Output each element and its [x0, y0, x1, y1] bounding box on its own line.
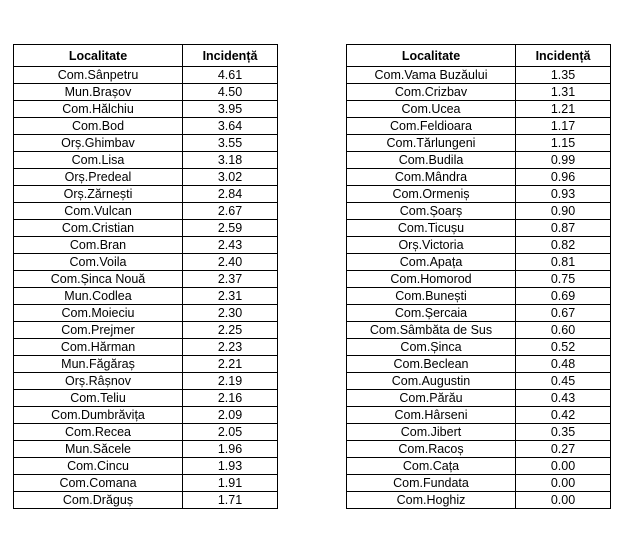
table-body-left: [14, 67, 278, 509]
table-row: [14, 458, 278, 475]
incidence-cell: 1.15: [516, 135, 611, 152]
table-row: [347, 169, 611, 186]
incidence-cell: 2.31: [183, 288, 278, 305]
locality-cell: Com.Feldioara: [347, 118, 516, 135]
locality-cell: Com.Mândra: [347, 169, 516, 186]
header-incidenta: Incidență: [516, 45, 611, 67]
locality-cell: Com.Moieciu: [14, 305, 183, 322]
table-row: [347, 237, 611, 254]
table-row: [14, 135, 278, 152]
locality-cell: Com.Fundata: [347, 475, 516, 492]
incidence-cell: 1.31: [516, 84, 611, 101]
table-row: [14, 203, 278, 220]
incidence-cell: 2.40: [183, 254, 278, 271]
incidence-cell: 0.69: [516, 288, 611, 305]
table-row: [14, 322, 278, 339]
locality-cell: Com.Șoarș: [347, 203, 516, 220]
table-row: [14, 492, 278, 509]
incidence-cell: 0.99: [516, 152, 611, 169]
incidence-cell: 2.67: [183, 203, 278, 220]
incidence-cell: 0.00: [516, 458, 611, 475]
table-row: [347, 322, 611, 339]
locality-cell: Com.Hoghiz: [347, 492, 516, 509]
table-row: [14, 237, 278, 254]
locality-cell: Com.Hărman: [14, 339, 183, 356]
table-row: [347, 101, 611, 118]
table-row: [14, 220, 278, 237]
table-row: [14, 288, 278, 305]
table-row: [347, 475, 611, 492]
incidence-table-right: [346, 44, 611, 509]
incidence-cell: 0.90: [516, 203, 611, 220]
locality-cell: Orș.Zărnești: [14, 186, 183, 203]
incidence-cell: 0.45: [516, 373, 611, 390]
locality-cell: Com.Dumbrăvița: [14, 407, 183, 424]
table-row: [347, 339, 611, 356]
locality-cell: Orș.Predeal: [14, 169, 183, 186]
incidence-cell: 2.23: [183, 339, 278, 356]
locality-cell: Mun.Codlea: [14, 288, 183, 305]
incidence-cell: 0.60: [516, 322, 611, 339]
incidence-cell: 0.35: [516, 424, 611, 441]
table-row: [347, 390, 611, 407]
table-row: [14, 475, 278, 492]
locality-cell: Orș.Ghimbav: [14, 135, 183, 152]
incidence-cell: 0.52: [516, 339, 611, 356]
locality-cell: Com.Lisa: [14, 152, 183, 169]
table-row: [14, 67, 278, 84]
locality-cell: Orș.Râșnov: [14, 373, 183, 390]
table-row: [347, 441, 611, 458]
locality-cell: Com.Cincu: [14, 458, 183, 475]
incidence-cell: 2.59: [183, 220, 278, 237]
header-localitate: Localitate: [347, 45, 516, 67]
locality-cell: Com.Cața: [347, 458, 516, 475]
table-row: [14, 271, 278, 288]
incidence-cell: 1.91: [183, 475, 278, 492]
table-row: [14, 101, 278, 118]
locality-cell: Com.Cristian: [14, 220, 183, 237]
incidence-cell: 2.16: [183, 390, 278, 407]
table-row: [14, 152, 278, 169]
incidence-table-left: [13, 44, 278, 509]
incidence-cell: 0.87: [516, 220, 611, 237]
locality-cell: Com.Bran: [14, 237, 183, 254]
table-row: [14, 169, 278, 186]
locality-cell: Com.Budila: [347, 152, 516, 169]
table-body-right: [347, 67, 611, 509]
incidence-cell: 3.64: [183, 118, 278, 135]
locality-cell: Com.Hârseni: [347, 407, 516, 424]
incidence-cell: 1.21: [516, 101, 611, 118]
locality-cell: Com.Șinca Nouă: [14, 271, 183, 288]
incidence-cell: 3.95: [183, 101, 278, 118]
locality-cell: Orș.Victoria: [347, 237, 516, 254]
table-row: [347, 254, 611, 271]
locality-cell: Com.Jibert: [347, 424, 516, 441]
incidence-cell: 1.35: [516, 67, 611, 84]
incidence-cell: 3.02: [183, 169, 278, 186]
incidence-cell: 2.43: [183, 237, 278, 254]
table-row: [14, 373, 278, 390]
table-row: [14, 305, 278, 322]
locality-cell: Mun.Săcele: [14, 441, 183, 458]
table-row: [347, 356, 611, 373]
table-row: [347, 492, 611, 509]
locality-cell: Com.Crizbav: [347, 84, 516, 101]
locality-cell: Com.Augustin: [347, 373, 516, 390]
table-row: [14, 356, 278, 373]
locality-cell: Com.Vulcan: [14, 203, 183, 220]
table-row: [14, 441, 278, 458]
table-row: [347, 305, 611, 322]
header-incidenta: Incidență: [183, 45, 278, 67]
incidence-cell: 2.25: [183, 322, 278, 339]
incidence-cell: 0.81: [516, 254, 611, 271]
incidence-cell: 0.93: [516, 186, 611, 203]
incidence-cell: 0.42: [516, 407, 611, 424]
header-row: [14, 45, 278, 67]
locality-cell: Com.Sâmbăta de Sus: [347, 322, 516, 339]
header-row: [347, 45, 611, 67]
locality-cell: Com.Racoș: [347, 441, 516, 458]
locality-cell: Com.Tărlungeni: [347, 135, 516, 152]
table-row: [14, 186, 278, 203]
locality-cell: Com.Vama Buzăului: [347, 67, 516, 84]
locality-cell: Com.Sânpetru: [14, 67, 183, 84]
locality-cell: Com.Ormeniș: [347, 186, 516, 203]
locality-cell: Com.Părău: [347, 390, 516, 407]
incidence-cell: 0.48: [516, 356, 611, 373]
incidence-cell: 1.17: [516, 118, 611, 135]
table-row: [347, 84, 611, 101]
table-row: [347, 373, 611, 390]
table-row: [14, 424, 278, 441]
locality-cell: Com.Șercaia: [347, 305, 516, 322]
incidence-cell: 1.93: [183, 458, 278, 475]
locality-cell: Com.Bod: [14, 118, 183, 135]
table-row: [14, 339, 278, 356]
table-row: [347, 67, 611, 84]
table-row: [14, 407, 278, 424]
header-localitate: Localitate: [14, 45, 183, 67]
incidence-cell: 0.75: [516, 271, 611, 288]
locality-cell: Com.Ticușu: [347, 220, 516, 237]
locality-cell: Com.Teliu: [14, 390, 183, 407]
incidence-cell: 4.50: [183, 84, 278, 101]
locality-cell: Com.Beclean: [347, 356, 516, 373]
table-row: [14, 390, 278, 407]
table-row: [14, 118, 278, 135]
locality-cell: Com.Recea: [14, 424, 183, 441]
incidence-cell: 4.61: [183, 67, 278, 84]
incidence-cell: 1.71: [183, 492, 278, 509]
table-row: [347, 186, 611, 203]
incidence-cell: 2.05: [183, 424, 278, 441]
locality-cell: Mun.Brașov: [14, 84, 183, 101]
table-row: [14, 254, 278, 271]
table-row: [347, 135, 611, 152]
locality-cell: Com.Prejmer: [14, 322, 183, 339]
table-row: [347, 203, 611, 220]
incidence-cell: 2.37: [183, 271, 278, 288]
incidence-cell: 0.96: [516, 169, 611, 186]
incidence-cell: 2.21: [183, 356, 278, 373]
table-row: [347, 152, 611, 169]
incidence-cell: 2.19: [183, 373, 278, 390]
locality-cell: Com.Hălchiu: [14, 101, 183, 118]
locality-cell: Com.Drăguș: [14, 492, 183, 509]
incidence-cell: 0.67: [516, 305, 611, 322]
table-row: [347, 288, 611, 305]
table-row: [347, 407, 611, 424]
locality-cell: Com.Voila: [14, 254, 183, 271]
locality-cell: Com.Bunești: [347, 288, 516, 305]
incidence-cell: 0.27: [516, 441, 611, 458]
incidence-cell: 0.43: [516, 390, 611, 407]
incidence-cell: 1.96: [183, 441, 278, 458]
incidence-cell: 0.00: [516, 475, 611, 492]
incidence-cell: 2.84: [183, 186, 278, 203]
incidence-cell: 2.09: [183, 407, 278, 424]
locality-cell: Com.Comana: [14, 475, 183, 492]
incidence-cell: 0.00: [516, 492, 611, 509]
incidence-cell: 2.30: [183, 305, 278, 322]
table-row: [347, 424, 611, 441]
table-row: [347, 118, 611, 135]
incidence-cell: 3.55: [183, 135, 278, 152]
incidence-cell: 3.18: [183, 152, 278, 169]
incidence-cell: 0.82: [516, 237, 611, 254]
table-row: [347, 271, 611, 288]
locality-cell: Com.Homorod: [347, 271, 516, 288]
table-row: [347, 458, 611, 475]
table-row: [14, 84, 278, 101]
locality-cell: Mun.Făgăraș: [14, 356, 183, 373]
locality-cell: Com.Șinca: [347, 339, 516, 356]
locality-cell: Com.Apața: [347, 254, 516, 271]
locality-cell: Com.Ucea: [347, 101, 516, 118]
table-row: [347, 220, 611, 237]
